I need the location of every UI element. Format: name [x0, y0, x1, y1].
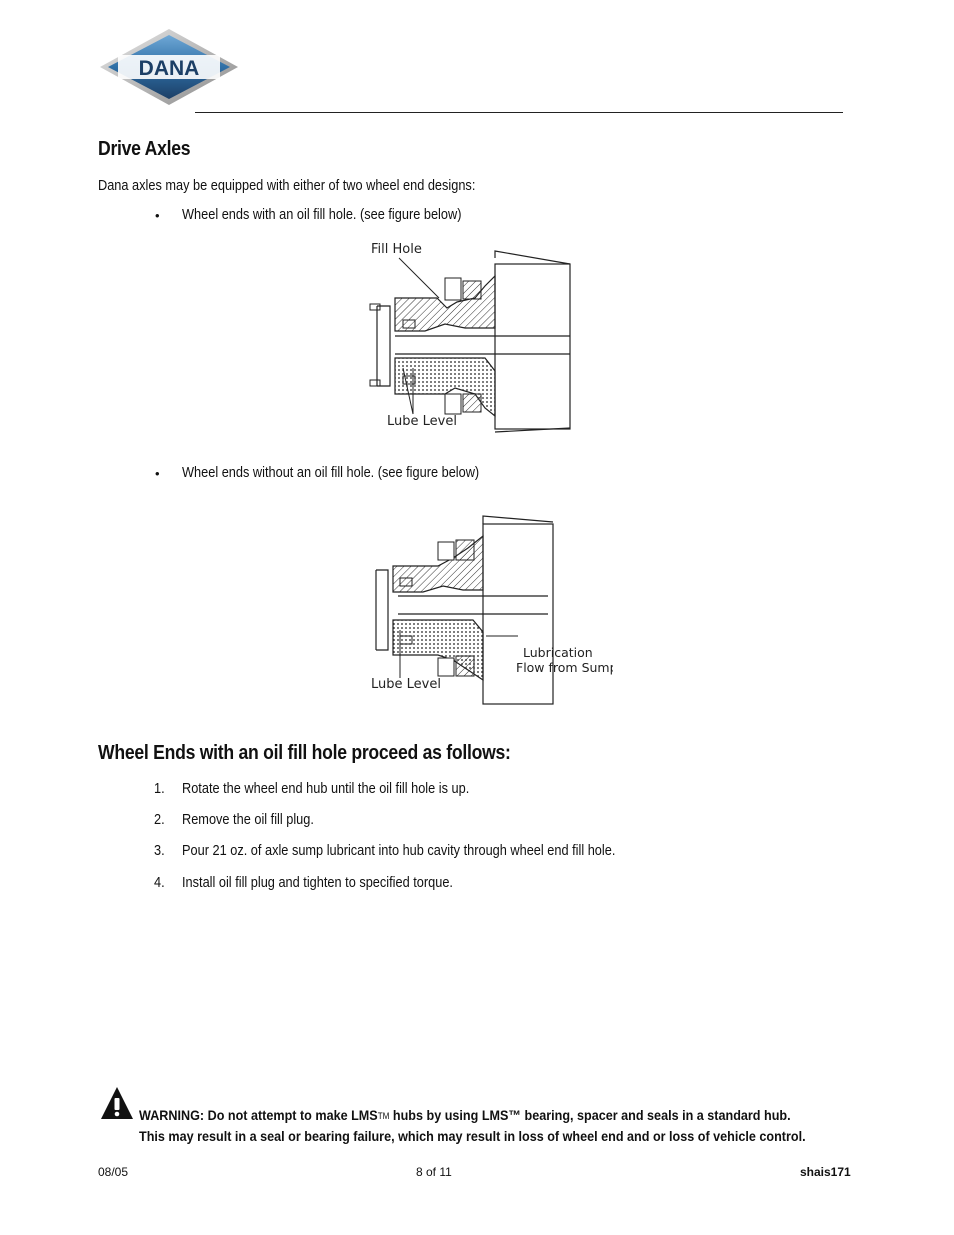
fill-hole-label: Fill Hole — [371, 242, 422, 257]
bullet-dot: • — [155, 208, 160, 223]
header-divider — [195, 112, 843, 113]
warning-icon — [100, 1086, 134, 1125]
step-text: Install oil fill plug and tighten to specified torque. — [182, 875, 453, 891]
step-number: 2. — [154, 812, 165, 828]
section-title-fill-hole-procedure: Wheel Ends with an oil fill hole proceed as follows: — [98, 742, 511, 764]
bullet-item-fill-hole: Wheel ends with an oil fill hole. (see figure below) — [182, 207, 462, 223]
bullet-item-no-fill-hole: Wheel ends without an oil fill hole. (see figure below) — [182, 465, 480, 481]
footer-document-id: shais171 — [800, 1165, 851, 1179]
lube-level-label: Lube Level — [387, 414, 457, 429]
footer-date: 08/05 — [98, 1165, 129, 1179]
lubrication-label-1: Lubrication — [523, 645, 593, 660]
figure-wheel-end-no-fill-hole — [368, 510, 613, 710]
step-number: 1. — [154, 781, 165, 797]
step-text: Rotate the wheel end hub until the oil fill hole is up. — [182, 781, 470, 797]
lubrication-label-2: Flow from Sump — [516, 660, 613, 675]
intro-paragraph: Dana axles may be equipped with either of two wheel end designs: — [98, 178, 476, 194]
warning-line-2: This may result in a seal or bearing failure, which may result in loss of wheel end and or loss of vehicle control. — [139, 1128, 806, 1144]
step-text: Remove the oil fill plug. — [182, 812, 314, 828]
section-title-drive-axles: Drive Axles — [98, 138, 191, 160]
dana-logo — [98, 27, 240, 107]
warning-line-1: WARNING: Do not attempt to make LMSTM hubs by using LMS™ bearing, spacer and seals in a standard hub. — [139, 1107, 791, 1123]
lube-level-label-2: Lube Level — [371, 677, 441, 692]
bullet-dot: • — [155, 466, 160, 481]
step-number: 4. — [154, 875, 165, 891]
step-number: 3. — [154, 843, 165, 859]
svg-text:DANA: DANA — [138, 57, 200, 80]
step-text: Pour 21 oz. of axle sump lubricant into hub cavity through wheel end fill hole. — [182, 843, 616, 859]
figure-wheel-end-fill-hole — [365, 236, 575, 441]
footer-page-number: 8 of 11 — [416, 1165, 452, 1179]
